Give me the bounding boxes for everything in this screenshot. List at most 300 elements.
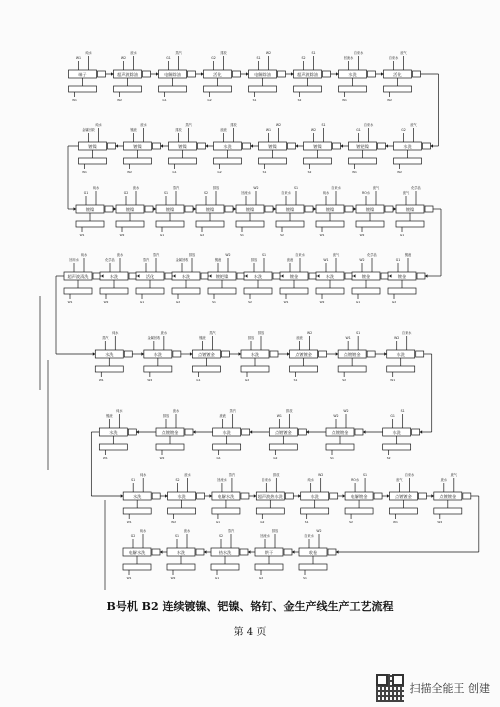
waste-box — [352, 288, 380, 294]
process-box-label: 活化 — [393, 72, 402, 77]
input-label: S1 — [163, 191, 169, 195]
auxiliary-box — [425, 206, 433, 212]
waste-code: W2 — [170, 576, 176, 580]
watermark-label: 扫描全能王 创建 — [409, 682, 490, 695]
input-label: W2 — [316, 529, 322, 533]
waste-code: W1 — [67, 300, 73, 304]
auxiliary-box — [298, 429, 306, 435]
arrow-head — [121, 494, 124, 498]
process-box-label: 水洗 — [396, 352, 405, 357]
waste-code: W1 — [126, 520, 132, 524]
waste-code: G2 — [199, 233, 205, 237]
arrow-head — [298, 494, 301, 498]
process-box-label: 镀镍 — [313, 144, 322, 149]
arrow-head — [341, 144, 344, 148]
process-box-label: 水洗 — [153, 352, 163, 357]
auxiliary-box — [328, 549, 336, 555]
waste-code: G1 — [214, 576, 220, 580]
input-label: S2 — [301, 56, 306, 60]
input-label: W2 — [306, 331, 313, 335]
input-label: 排放 — [271, 529, 279, 533]
input-label: S1 — [321, 123, 326, 127]
waste-box — [204, 86, 232, 92]
input-label: 废水 — [183, 529, 191, 533]
input-label: 蒸汽 — [175, 51, 182, 55]
process-box-label: 水洗 — [109, 274, 119, 279]
input-label: 回流水 — [343, 56, 354, 60]
arrow-head — [116, 144, 119, 148]
flowchart-caption: B号机 B2 连续镀镍、钯镍、铬钉、金生产线生产工艺流程 — [106, 600, 394, 613]
auxiliary-box — [284, 549, 292, 555]
input-label: 排放 — [162, 414, 170, 418]
input-label: W2 — [275, 123, 282, 127]
input-label: 纯水 — [112, 331, 119, 335]
waste-box — [316, 288, 344, 294]
waste-code: W1 — [352, 170, 357, 174]
waste-code: W2 — [397, 170, 402, 174]
input-label: 化学品 — [105, 258, 115, 262]
arrow-head — [156, 72, 159, 76]
input-label: 蒸汽 — [227, 529, 235, 533]
auxiliary-box — [243, 143, 251, 149]
input-label: 废水 — [184, 473, 191, 477]
input-label: W2 — [333, 414, 339, 418]
input-label: 自来水 — [281, 191, 291, 195]
waste-code: W1 — [72, 98, 77, 102]
auxiliary-box — [367, 351, 375, 357]
input-label: W1 — [276, 414, 282, 418]
process-box-label: 点镀镀金 — [439, 494, 457, 499]
process-box-label: 电解除油 — [164, 72, 181, 77]
waste-box — [384, 86, 412, 92]
process-box-label: 活化 — [213, 72, 222, 77]
waste-code: S1 — [240, 233, 244, 237]
waste-code: W1 — [390, 378, 396, 382]
process-box-label: 水洗 — [253, 274, 263, 279]
input-label: 纯水 — [116, 409, 123, 413]
process-box-label: 超声波热水洗 — [257, 494, 283, 499]
process-box-label: 烘干 — [264, 550, 274, 555]
arrow-head — [193, 430, 196, 434]
waste-box — [123, 508, 151, 514]
input-label: 纯水 — [85, 51, 92, 55]
waste-box — [434, 508, 462, 514]
waste-box — [269, 444, 297, 450]
arrow-head — [254, 494, 257, 498]
process-box-label: 电解水洗 — [217, 494, 235, 499]
input-label: S1 — [363, 473, 368, 477]
waste-box — [304, 158, 332, 164]
input-label: 排放 — [257, 331, 265, 335]
waste-box — [299, 564, 327, 570]
input-label: W1 — [75, 56, 82, 60]
auxiliary-box — [152, 549, 160, 555]
process-box-label: 镀镍 — [325, 207, 335, 212]
waste-code: W1 — [319, 233, 325, 237]
input-label: RO水 — [351, 478, 360, 482]
input-label: 镀液 — [130, 128, 137, 132]
waste-code: G1 — [355, 300, 361, 304]
input-label: 排放 — [273, 473, 280, 477]
arrow-head — [194, 207, 197, 211]
input-label: 排放 — [247, 336, 255, 340]
waste-code: S1 — [262, 170, 267, 174]
process-box-label: 镀镍 — [365, 207, 375, 212]
input-label: S2 — [203, 191, 209, 195]
arrow-head — [296, 144, 299, 148]
auxiliary-box — [105, 206, 113, 212]
auxiliary-box — [417, 273, 425, 279]
input-label: 废液 — [286, 258, 294, 262]
input-label: 化学品 — [367, 253, 377, 257]
waste-box — [301, 508, 329, 514]
auxiliary-box — [221, 351, 229, 357]
input-label: 废液 — [220, 128, 227, 132]
waste-box — [316, 221, 344, 227]
waste-code: W2 — [387, 98, 392, 102]
input-label: RO水 — [362, 191, 370, 195]
arrow-head — [287, 352, 290, 356]
waste-code: G1 — [159, 233, 165, 237]
auxiliary-box — [285, 493, 293, 499]
arrow-head — [246, 72, 249, 76]
waste-box — [159, 86, 187, 92]
waste-code: S1 — [330, 456, 334, 460]
arrow-head — [136, 430, 139, 434]
auxiliary-box — [98, 71, 106, 77]
page-number: 第 4 页 — [233, 627, 267, 638]
process-box-label: 镀镍 — [285, 207, 295, 212]
waste-code: G2 — [207, 98, 212, 102]
waste-box — [167, 564, 195, 570]
process-box-label: 点镀镀金 — [161, 430, 179, 435]
auxiliary-box — [323, 71, 331, 77]
input-label: W2 — [265, 51, 272, 55]
input-label: W1 — [345, 336, 351, 340]
waste-code: S2 — [386, 456, 391, 460]
waste-box — [345, 508, 373, 514]
arrow-head — [165, 494, 168, 498]
waste-code: W1 — [283, 300, 289, 304]
input-label: S2 — [175, 478, 180, 482]
auxiliary-box — [319, 351, 327, 357]
auxiliary-box — [188, 71, 196, 77]
arrow-head — [336, 72, 339, 76]
input-label: W2 — [225, 253, 231, 257]
waste-box — [294, 86, 322, 92]
waste-box — [290, 366, 318, 372]
input-label: W2 — [253, 186, 259, 190]
arrow-head — [420, 430, 423, 434]
waste-box — [396, 221, 424, 227]
waste-box — [136, 288, 164, 294]
input-label: 排放 — [286, 409, 293, 413]
waste-box — [99, 444, 127, 450]
input-label: 纯水 — [140, 473, 147, 477]
input-label: 自来水 — [388, 56, 399, 60]
waste-box — [168, 508, 196, 514]
arrow-head — [354, 207, 357, 211]
arrow-head — [306, 430, 309, 434]
process-box-label: 水洗 — [250, 352, 260, 357]
process-box-label: 水洗 — [176, 550, 186, 555]
waste-box — [156, 444, 184, 450]
waste-box — [144, 366, 172, 372]
waste-code: W2 — [103, 300, 109, 304]
arrow-head — [343, 494, 346, 498]
process-box-label: 镀金 — [397, 274, 407, 279]
waste-code: S2 — [342, 378, 347, 382]
process-box-label: 镀镍 — [205, 207, 215, 212]
waste-box — [338, 366, 366, 372]
process-box-label: 点镀镀金 — [331, 430, 349, 435]
input-label: 废气 — [450, 473, 457, 477]
waste-box — [276, 221, 304, 227]
input-label: S1 — [356, 331, 361, 335]
process-box-label: 电解水洗 — [128, 550, 146, 555]
input-label: 自来水 — [401, 331, 412, 335]
process-box-label: 端子 — [78, 72, 87, 77]
auxiliary-box — [143, 71, 151, 77]
waste-code: S1 — [304, 520, 309, 524]
waste-code: W2 — [147, 378, 153, 382]
process-box-label: 镀镍 — [165, 207, 175, 212]
input-label: 自来水 — [363, 123, 374, 127]
process-box-label: 水洗 — [181, 274, 191, 279]
waste-code: G2 — [217, 170, 222, 174]
arrow-head — [234, 207, 237, 211]
process-box-label: 收卷 — [308, 550, 318, 555]
process-box-label: 水洗 — [105, 352, 114, 357]
input-label: 蒸汽 — [185, 123, 192, 127]
waste-box — [192, 366, 220, 372]
auxiliary-box — [345, 206, 353, 212]
arrow-head — [141, 352, 144, 356]
auxiliary-box — [305, 206, 313, 212]
process-box-label: 镀镍 — [88, 144, 97, 149]
waste-code: S1 — [293, 378, 298, 382]
arrow-head — [111, 72, 114, 76]
waste-code: S1 — [303, 576, 307, 580]
waste-box — [211, 564, 239, 570]
process-box-label: 镀钯镍 — [356, 144, 369, 149]
auxiliary-box — [198, 143, 206, 149]
input-label: S1 — [293, 186, 299, 190]
auxiliary-box — [374, 493, 382, 499]
input-label: G2 — [123, 191, 129, 195]
arrow-head — [248, 550, 251, 554]
waste-box — [259, 158, 287, 164]
waste-code: S1 — [212, 300, 216, 304]
arrow-head — [114, 207, 117, 211]
arrow-head — [161, 144, 164, 148]
waste-code: W2 — [127, 170, 132, 174]
process-box-label: 超声波清洗 — [67, 274, 89, 279]
input-label: 蒸汽 — [152, 253, 160, 257]
auxiliary-box — [225, 206, 233, 212]
process-box-label: 水洗 — [310, 494, 319, 499]
auxiliary-box — [153, 143, 161, 149]
process-box-label: 水洗 — [325, 274, 335, 279]
input-label: G1 — [390, 414, 395, 418]
input-label: 金属回收 — [147, 336, 161, 340]
input-label: 镀液 — [106, 414, 113, 418]
input-label: 蒸汽 — [142, 258, 150, 262]
arrow-head — [239, 352, 242, 356]
process-box-label: 水洗 — [392, 430, 401, 435]
waste-code: G1 — [162, 98, 167, 102]
waste-box — [387, 366, 415, 372]
input-label: 蒸汽 — [102, 336, 109, 340]
input-label: 回流水 — [217, 478, 227, 482]
auxiliary-box — [173, 351, 181, 357]
input-label: 废水 — [116, 253, 124, 257]
input-label: W2 — [394, 336, 400, 340]
input-label: 废气 — [400, 51, 407, 55]
input-label: W1 — [265, 128, 272, 132]
auxiliary-box — [233, 71, 241, 77]
input-label: 自来水 — [331, 186, 341, 190]
process-box-label: 水洗 — [403, 144, 412, 149]
input-label: S1 — [261, 253, 267, 257]
waste-box — [241, 366, 269, 372]
process-box-label: 镀金 — [289, 274, 299, 279]
process-box-label: 镀镍 — [268, 144, 277, 149]
auxiliary-box — [423, 143, 431, 149]
waste-code: S2 — [297, 98, 302, 102]
input-label: G2 — [130, 534, 136, 538]
waste-code: W2 — [159, 456, 165, 460]
input-label: 金属回收 — [82, 128, 95, 132]
input-label: 废水 — [140, 123, 147, 127]
waste-code: W2 — [437, 520, 443, 524]
arrow-head — [291, 72, 294, 76]
waste-box — [124, 158, 152, 164]
process-box-label: 点镀镀金 — [198, 352, 215, 357]
waste-box — [214, 158, 242, 164]
input-label: G1 — [83, 191, 89, 195]
input-label: 废水 — [130, 51, 137, 55]
auxiliary-box — [196, 549, 204, 555]
input-label: 废气 — [396, 478, 403, 482]
process-box-label: 镀镍 — [245, 207, 255, 212]
waste-code: S2 — [280, 233, 284, 237]
auxiliary-box — [378, 143, 386, 149]
input-label: W1 — [323, 258, 329, 262]
waste-box — [388, 288, 416, 294]
auxiliary-box — [241, 493, 249, 499]
waste-box — [172, 288, 200, 294]
arrow-head — [363, 430, 366, 434]
input-label: 废水 — [440, 478, 447, 482]
auxiliary-box — [355, 429, 363, 435]
process-box-label: 点镀镀金 — [395, 494, 412, 499]
auxiliary-box — [152, 493, 160, 499]
auxiliary-box — [416, 351, 424, 357]
waste-code: W2 — [359, 233, 365, 237]
waste-code: W1 — [82, 170, 87, 174]
process-box-label: 电解除油 — [254, 72, 271, 77]
input-label: 自来水 — [353, 51, 364, 55]
arrow-head — [251, 144, 254, 148]
arrow-head — [93, 352, 96, 356]
waste-box — [326, 444, 354, 450]
waste-code: W2 — [171, 520, 176, 524]
arrow-head — [431, 494, 434, 498]
auxiliary-box — [368, 71, 376, 77]
arrow-head — [292, 550, 295, 554]
input-label: 蒸汽 — [228, 473, 236, 477]
arrow-head — [336, 550, 339, 554]
input-label: 回用水 — [69, 258, 79, 262]
input-label: 废气 — [410, 123, 417, 127]
input-label: G1 — [356, 128, 361, 132]
waste-box — [123, 564, 151, 570]
waste-box — [255, 564, 283, 570]
arrow-head — [160, 550, 163, 554]
input-label: 纯水 — [95, 123, 102, 127]
waste-code: W1 — [393, 520, 398, 524]
input-label: G2 — [211, 56, 216, 60]
waste-code: W1 — [126, 576, 132, 580]
waste-code: S2 — [307, 170, 312, 174]
input-label: W2 — [343, 409, 349, 413]
auxiliary-box — [242, 429, 250, 435]
arrow-head — [386, 144, 389, 148]
process-box-label: 镀镍 — [178, 144, 187, 149]
waste-code: W1 — [102, 456, 108, 460]
process-box-label: 水洗 — [222, 430, 231, 435]
input-label: 蒸汽 — [172, 186, 180, 190]
waste-box — [208, 288, 236, 294]
waste-code: W1 — [79, 233, 85, 237]
input-label: 蒸汽 — [209, 331, 216, 335]
arrow-head — [431, 144, 434, 148]
waste-code: G1 — [399, 233, 405, 237]
input-label: 废水 — [132, 186, 140, 190]
auxiliary-box — [288, 143, 296, 149]
waste-box — [394, 158, 422, 164]
auxiliary-box — [333, 143, 341, 149]
waste-box — [244, 288, 272, 294]
input-label: 废液 — [219, 414, 226, 418]
input-label: 废液 — [296, 336, 303, 340]
input-label: W2 — [310, 128, 317, 132]
process-box-label: 点镀镀金 — [343, 352, 361, 357]
waste-code: G2 — [244, 378, 250, 382]
process-box-label: 水洗 — [223, 144, 232, 149]
waste-code: G2 — [273, 456, 278, 460]
waste-box — [212, 508, 240, 514]
process-box-label: 电解镀金 — [350, 494, 368, 499]
process-box-label: 水洗 — [132, 494, 142, 499]
waste-box — [196, 221, 224, 227]
arrow-head — [201, 72, 204, 76]
input-label: W2 — [359, 258, 365, 262]
process-box-label: 超声波除油 — [117, 72, 138, 77]
auxiliary-box — [278, 71, 286, 77]
waste-code: W2 — [117, 98, 122, 102]
input-label: 回流水 — [260, 534, 270, 538]
arrow-head — [190, 352, 193, 356]
waste-box — [236, 221, 264, 227]
process-box-label: 水洗 — [177, 494, 186, 499]
waste-code: G1 — [196, 378, 201, 382]
auxiliary-box — [265, 206, 273, 212]
waste-code: G1 — [215, 520, 221, 524]
auxiliary-box — [385, 206, 393, 212]
waste-box — [76, 221, 104, 227]
